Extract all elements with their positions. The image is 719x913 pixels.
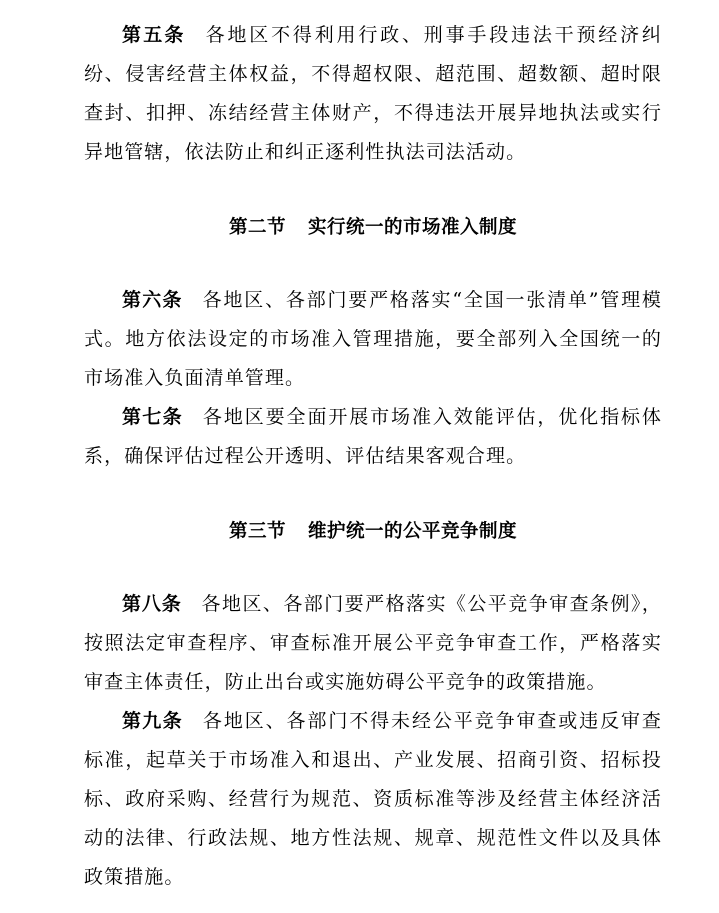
section-title: 实行统一的市场准入制度 [308,217,518,238]
section-number: 第三节 [228,521,286,542]
article-text: 各地区要全面开展市场准入效能评估，优化指标体系，确保评估过程公开透明、评估结果客观合理。 [84,406,662,467]
article-9 [84,702,662,897]
article-8 [84,585,662,702]
section-title: 维护统一的公平竞争制度 [308,521,518,542]
section-heading-2 [84,208,662,247]
article-7 [84,398,662,476]
article-label: 第七条 [122,406,183,428]
article-text: 各地区、各部门要严格落实《公平竞争审查条例》，按照法定审查程序、审查标准开展公平竞争审查工作，严格落实审查主体责任，防止出台或实施妨碍公平竞争的政策措施。 [84,593,662,693]
document-page [84,16,662,897]
article-5 [84,16,662,172]
section-number: 第二节 [228,217,286,238]
article-label: 第八条 [122,593,182,615]
article-text: 各地区、各部门要严格落实“全国一张清单”管理模式。地方依法设定的市场准入管理措施，要全部列入全国统一的市场准入负面清单管理。 [84,289,662,389]
article-text: 各地区不得利用行政、刑事手段违法干预经济纠纷、侵害经营主体权益，不得超权限、超范围、超数额、超时限查封、扣押、冻结经营主体财产，不得违法开展异地执法或实行异地管辖，依法防止和纠正逐利性执法司法活动。 [84,24,662,163]
article-text: 各地区、各部门不得未经公平竞争审查或违反审查标准，起草关于市场准入和退出、产业发展、招商引资、招标投标、政府采购、经营行为规范、资质标准等涉及经营主体经济活动的法律、行政法规、地方性法规、规章、规范性文件以及具体政策措施。 [84,710,662,888]
section-heading-3 [84,512,662,551]
article-label: 第五条 [122,24,186,46]
article-label: 第六条 [122,289,183,311]
article-label: 第九条 [122,710,183,732]
article-6 [84,281,662,398]
